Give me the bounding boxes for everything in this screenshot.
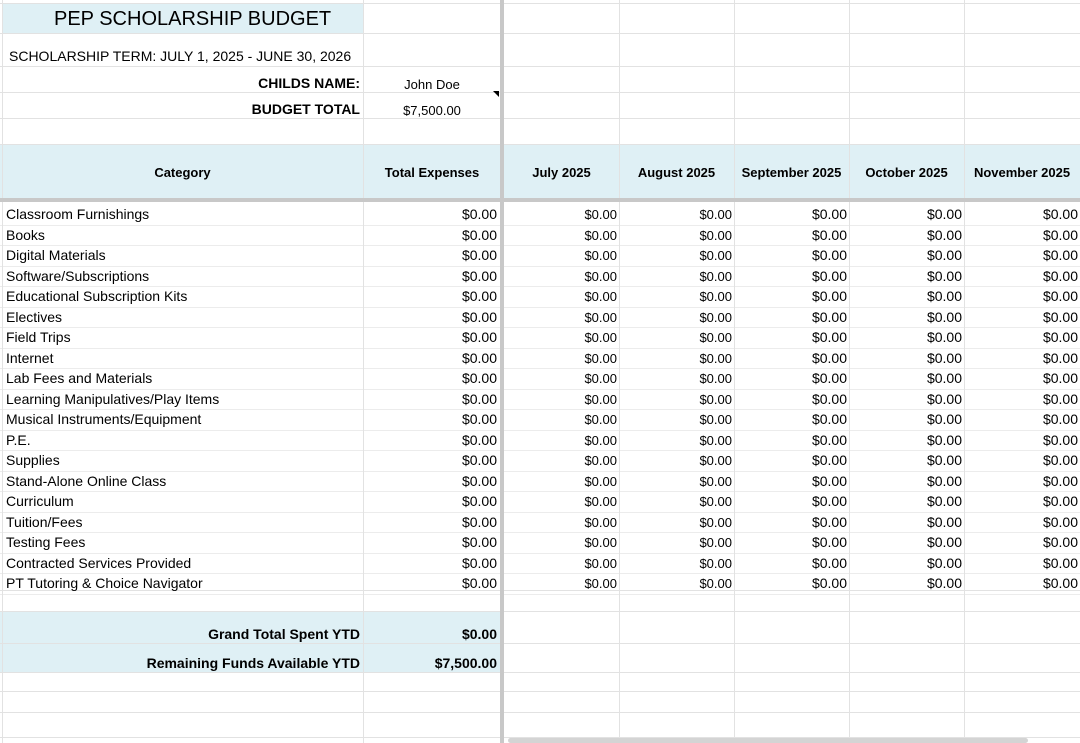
month-value-cell[interactable]: $0.00 (926, 513, 962, 530)
total-expenses-cell[interactable]: $0.00 (461, 493, 497, 509)
month-value-cell[interactable]: $0.00 (1042, 308, 1078, 325)
header-total-expenses[interactable]: Total Expenses (384, 164, 480, 180)
month-value-cell[interactable]: $0.00 (699, 309, 732, 325)
month-value-cell[interactable]: $0.00 (584, 473, 617, 489)
total-expenses-cell[interactable]: $0.00 (461, 452, 497, 468)
category-cell[interactable]: Curriculum (6, 493, 74, 509)
month-value-cell[interactable]: $0.00 (1042, 452, 1078, 468)
total-expenses-cell[interactable]: $0.00 (461, 411, 497, 427)
total-expenses-cell[interactable]: $0.00 (461, 308, 497, 325)
category-cell[interactable]: Testing Fees (6, 534, 86, 550)
category-cell[interactable]: Books (6, 226, 45, 243)
month-value-cell[interactable]: $0.00 (926, 226, 962, 243)
total-expenses-cell[interactable]: $0.00 (461, 534, 497, 550)
total-expenses-cell[interactable]: $0.00 (461, 370, 497, 386)
month-value-cell[interactable]: $0.00 (811, 554, 847, 571)
month-value-cell[interactable]: $0.00 (926, 575, 962, 591)
month-value-cell[interactable]: $0.00 (926, 206, 962, 222)
month-value-cell[interactable]: $0.00 (584, 289, 617, 304)
month-value-cell[interactable]: $0.00 (811, 329, 847, 345)
month-value-cell[interactable]: $0.00 (699, 432, 732, 448)
total-expenses-cell[interactable]: $0.00 (461, 226, 497, 243)
category-cell[interactable]: Contracted Services Provided (6, 554, 192, 571)
total-expenses-cell[interactable]: $0.00 (461, 554, 497, 571)
month-value-cell[interactable]: $0.00 (1042, 554, 1078, 571)
month-value-cell[interactable]: $0.00 (926, 349, 962, 366)
month-value-cell[interactable]: $0.00 (699, 473, 732, 489)
month-value-cell[interactable]: $0.00 (926, 308, 962, 325)
frozen-row-divider[interactable] (0, 198, 1080, 202)
month-value-cell[interactable]: $0.00 (926, 411, 962, 427)
budget-total-label[interactable]: BUDGET TOTAL (251, 101, 360, 117)
month-value-cell[interactable]: $0.00 (584, 391, 617, 407)
month-value-cell[interactable]: $0.00 (1042, 513, 1078, 530)
month-value-cell[interactable]: $0.00 (1042, 431, 1078, 448)
month-value-cell[interactable]: $0.00 (811, 431, 847, 448)
total-expenses-cell[interactable]: $0.00 (461, 267, 497, 284)
scholarship-term[interactable]: SCHOLARSHIP TERM: JULY 1, 2025 - JUNE 30, 2026 (9, 48, 352, 64)
month-value-cell[interactable]: $0.00 (584, 494, 617, 509)
month-value-cell[interactable]: $0.00 (699, 207, 732, 222)
month-value-cell[interactable]: $0.00 (811, 390, 847, 407)
category-cell[interactable]: Supplies (6, 452, 60, 468)
month-value-cell[interactable]: $0.00 (1042, 349, 1078, 366)
month-value-cell[interactable]: $0.00 (699, 453, 732, 468)
month-value-cell[interactable]: $0.00 (811, 513, 847, 530)
sheet-title[interactable]: PEP SCHOLARSHIP BUDGET (54, 8, 332, 30)
month-value-cell[interactable]: $0.00 (811, 288, 847, 304)
month-value-cell[interactable]: $0.00 (811, 308, 847, 325)
month-value-cell[interactable]: $0.00 (699, 391, 732, 407)
category-cell[interactable]: P.E. (6, 431, 31, 448)
category-cell[interactable]: Internet (6, 349, 54, 366)
month-value-cell[interactable]: $0.00 (811, 349, 847, 366)
total-expenses-cell[interactable]: $0.00 (461, 349, 497, 366)
month-value-cell[interactable]: $0.00 (926, 329, 962, 345)
month-value-cell[interactable]: $0.00 (699, 350, 732, 366)
month-value-cell[interactable]: $0.00 (584, 453, 617, 468)
month-value-cell[interactable]: $0.00 (699, 227, 732, 243)
total-expenses-cell[interactable]: $0.00 (461, 329, 497, 345)
month-value-cell[interactable]: $0.00 (584, 555, 617, 571)
month-value-cell[interactable]: $0.00 (699, 576, 732, 591)
total-expenses-cell[interactable]: $0.00 (461, 513, 497, 530)
header-month[interactable]: November 2025 (973, 164, 1071, 180)
category-cell[interactable]: Tuition/Fees (6, 513, 83, 530)
total-expenses-cell[interactable]: $0.00 (461, 472, 497, 489)
month-value-cell[interactable]: $0.00 (1042, 493, 1078, 509)
month-value-cell[interactable]: $0.00 (1042, 390, 1078, 407)
horizontal-scrollbar[interactable] (508, 738, 1028, 743)
grand-total-label[interactable]: Grand Total Spent YTD (208, 626, 360, 642)
month-value-cell[interactable]: $0.00 (584, 371, 617, 386)
month-value-cell[interactable]: $0.00 (584, 227, 617, 243)
month-value-cell[interactable]: $0.00 (699, 412, 732, 427)
category-cell[interactable]: Software/Subscriptions (6, 267, 150, 284)
month-value-cell[interactable]: $0.00 (1042, 411, 1078, 427)
month-value-cell[interactable]: $0.00 (811, 206, 847, 222)
total-expenses-cell[interactable]: $0.00 (461, 247, 497, 263)
category-cell[interactable]: Digital Materials (6, 247, 106, 263)
budget-total-value[interactable]: $7,500.00 (403, 103, 461, 118)
category-cell[interactable]: Electives (6, 308, 63, 325)
category-cell[interactable]: Field Trips (6, 329, 71, 345)
month-value-cell[interactable]: $0.00 (811, 411, 847, 427)
header-month[interactable]: August 2025 (637, 164, 716, 180)
month-value-cell[interactable]: $0.00 (699, 535, 732, 550)
category-cell[interactable]: Stand-Alone Online Class (6, 472, 167, 489)
month-value-cell[interactable]: $0.00 (1042, 329, 1078, 345)
month-value-cell[interactable]: $0.00 (584, 432, 617, 448)
header-month[interactable]: October 2025 (865, 164, 948, 180)
header-category[interactable]: Category (154, 164, 211, 180)
category-cell[interactable]: Lab Fees and Materials (6, 370, 153, 386)
month-value-cell[interactable]: $0.00 (811, 370, 847, 386)
total-expenses-cell[interactable]: $0.00 (461, 206, 497, 222)
month-value-cell[interactable]: $0.00 (926, 493, 962, 509)
month-value-cell[interactable]: $0.00 (584, 412, 617, 427)
month-value-cell[interactable]: $0.00 (811, 493, 847, 509)
category-cell[interactable]: PT Tutoring & Choice Navigator (6, 575, 203, 591)
remaining-funds-value[interactable]: $7,500.00 (434, 655, 497, 671)
month-value-cell[interactable]: $0.00 (1042, 226, 1078, 243)
month-value-cell[interactable]: $0.00 (699, 248, 732, 263)
month-value-cell[interactable]: $0.00 (584, 514, 617, 530)
header-month[interactable]: September 2025 (741, 164, 842, 180)
month-value-cell[interactable]: $0.00 (926, 472, 962, 489)
month-value-cell[interactable]: $0.00 (811, 575, 847, 591)
month-value-cell[interactable]: $0.00 (1042, 288, 1078, 304)
category-cell[interactable]: Classroom Furnishings (6, 206, 150, 222)
month-value-cell[interactable]: $0.00 (926, 247, 962, 263)
category-cell[interactable]: Musical Instruments/Equipment (6, 411, 202, 427)
month-value-cell[interactable]: $0.00 (811, 247, 847, 263)
total-expenses-cell[interactable]: $0.00 (461, 288, 497, 304)
header-month[interactable]: July 2025 (532, 164, 591, 180)
month-value-cell[interactable]: $0.00 (926, 554, 962, 571)
grand-total-value[interactable]: $0.00 (461, 626, 497, 642)
month-value-cell[interactable]: $0.00 (811, 472, 847, 489)
month-value-cell[interactable]: $0.00 (926, 267, 962, 284)
month-value-cell[interactable]: $0.00 (1042, 472, 1078, 489)
month-value-cell[interactable]: $0.00 (1042, 534, 1078, 550)
month-value-cell[interactable]: $0.00 (584, 309, 617, 325)
child-name-label[interactable]: CHILDS NAME: (258, 75, 360, 91)
total-expenses-cell[interactable]: $0.00 (461, 575, 497, 591)
month-value-cell[interactable]: $0.00 (699, 268, 732, 284)
month-value-cell[interactable]: $0.00 (1042, 247, 1078, 263)
month-value-cell[interactable]: $0.00 (584, 268, 617, 284)
month-value-cell[interactable]: $0.00 (926, 452, 962, 468)
month-value-cell[interactable]: $0.00 (926, 534, 962, 550)
month-value-cell[interactable]: $0.00 (926, 370, 962, 386)
month-value-cell[interactable]: $0.00 (699, 289, 732, 304)
total-expenses-cell[interactable]: $0.00 (461, 390, 497, 407)
category-cell[interactable]: Educational Subscription Kits (6, 288, 188, 304)
month-value-cell[interactable]: $0.00 (584, 576, 617, 591)
total-expenses-cell[interactable]: $0.00 (461, 431, 497, 448)
month-value-cell[interactable]: $0.00 (811, 226, 847, 243)
remaining-funds-label[interactable]: Remaining Funds Available YTD (146, 655, 360, 671)
month-value-cell[interactable]: $0.00 (699, 371, 732, 386)
month-value-cell[interactable]: $0.00 (926, 431, 962, 448)
category-cell[interactable]: Learning Manipulatives/Play Items (6, 390, 220, 407)
month-value-cell[interactable]: $0.00 (584, 350, 617, 366)
month-value-cell[interactable]: $0.00 (926, 390, 962, 407)
month-value-cell[interactable]: $0.00 (1042, 575, 1078, 591)
month-value-cell[interactable]: $0.00 (1042, 206, 1078, 222)
month-value-cell[interactable]: $0.00 (699, 494, 732, 509)
month-value-cell[interactable]: $0.00 (1042, 267, 1078, 284)
month-value-cell[interactable]: $0.00 (926, 288, 962, 304)
month-value-cell[interactable]: $0.00 (811, 267, 847, 284)
month-value-cell[interactable]: $0.00 (811, 534, 847, 550)
month-value-cell[interactable]: $0.00 (1042, 370, 1078, 386)
month-value-cell[interactable]: $0.00 (811, 452, 847, 468)
month-value-cell[interactable]: $0.00 (584, 330, 617, 345)
month-value-cell[interactable]: $0.00 (699, 555, 732, 571)
month-value-cell[interactable]: $0.00 (584, 535, 617, 550)
month-value-cell[interactable]: $0.00 (584, 207, 617, 222)
month-value-cell[interactable]: $0.00 (699, 330, 732, 345)
month-value-cell[interactable]: $0.00 (699, 514, 732, 530)
month-value-cell[interactable]: $0.00 (584, 248, 617, 263)
child-name-value[interactable]: John Doe (404, 77, 460, 92)
